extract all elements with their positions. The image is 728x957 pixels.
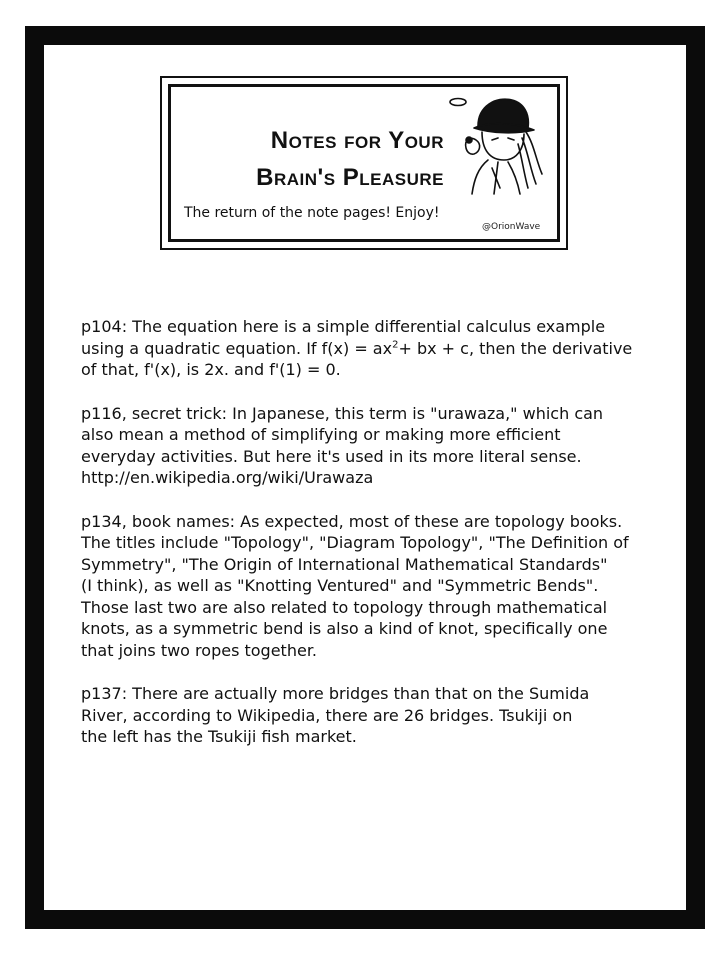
equation-text: using a quadratic equation. If f(x) = ax xyxy=(81,338,393,358)
note-line: Those last two are also related to topology through mathematical xyxy=(81,597,608,617)
note-line xyxy=(81,338,681,360)
note-line: knots, as a symmetric bend is also a kind of knot, specifically one xyxy=(81,619,608,638)
note-p116 xyxy=(81,403,681,489)
note-line: (I think), as well as "Knotting Ventured" and "Symmetric Bends". xyxy=(81,576,599,595)
note-line: Symmetry", "The Origin of International Mathematical Standards" xyxy=(81,554,608,574)
header-box xyxy=(160,76,568,250)
note-line: everyday activities. But here it's used in its more literal sense. xyxy=(81,446,582,466)
note-line: p104: The equation here is a simple differential calculus example xyxy=(81,317,606,336)
note-line: also mean a method of simplifying or making more efficient xyxy=(81,425,561,444)
cap-wearing-character-icon xyxy=(448,88,548,196)
note-line: p137: There are actually more bridges than that on the Sumida xyxy=(81,684,590,703)
note-line: The titles include "Topology", "Diagram Topology", "The Definition of xyxy=(81,533,629,552)
note-line: that joins two ropes together. xyxy=(81,640,318,660)
exponent: 2 xyxy=(392,339,399,351)
note-line: p116, secret trick: In Japanese, this term is "urawaza," which can xyxy=(81,403,604,423)
title-line-2: Brain's Pleasure xyxy=(256,164,444,191)
note-line: River, according to Wikipedia, there are 26 bridges. Tsukiji on xyxy=(81,705,573,725)
note-p104 xyxy=(81,316,681,381)
title-line-1: Notes for Your xyxy=(270,127,444,154)
author-credit: @OrionWave xyxy=(482,222,541,232)
wiki-url-text: http://en.wikipedia.org/wiki/Urawaza xyxy=(81,468,374,487)
note-line: p134, book names: As expected, most of these are topology books. xyxy=(81,511,623,531)
header-subtitle: The return of the note pages! Enjoy! xyxy=(184,205,440,221)
note-line: the left has the Tsukiji fish market. xyxy=(81,727,357,746)
note-p134 xyxy=(81,511,681,662)
page-title xyxy=(162,122,444,196)
note-p137 xyxy=(81,683,681,748)
note-line: of that, f'(x), is 2x. and f'(1) = 0. xyxy=(81,360,341,379)
notes-body xyxy=(81,316,681,770)
equation-text-rest: + bx + c, then the derivative xyxy=(398,338,633,358)
